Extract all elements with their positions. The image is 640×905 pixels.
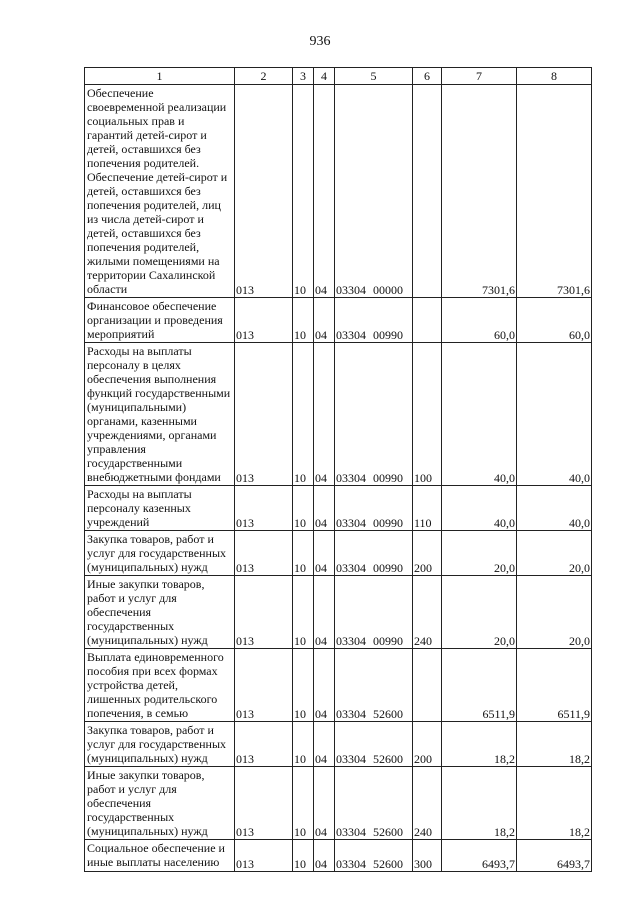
cell-amount-2: 20,0 (517, 576, 592, 649)
column-header: 7 (442, 68, 517, 85)
cell-ministry-code: 013 (235, 343, 293, 486)
cell-subsection: 04 (314, 85, 335, 298)
cell-amount-1: 18,2 (442, 722, 517, 767)
cell-target-article: 03304 00990 (335, 531, 413, 576)
header-row (85, 68, 592, 85)
column-header: 5 (335, 68, 413, 85)
cell-target-article: 03304 00990 (335, 576, 413, 649)
page-number: 936 (309, 34, 331, 49)
cell-amount-2: 18,2 (517, 767, 592, 840)
column-header: 1 (85, 68, 235, 85)
cell-amount-1: 7301,6 (442, 85, 517, 298)
cell-section: 10 (293, 840, 314, 872)
cell-ministry-code: 013 (235, 85, 293, 298)
column-header: 2 (235, 68, 293, 85)
cell-expense-type: 200 (413, 722, 442, 767)
row-name: Закупка товаров, работ и услуг для государственных (муниципальных) нужд (85, 531, 235, 576)
cell-section: 10 (293, 85, 314, 298)
cell-target-article: 03304 52600 (335, 722, 413, 767)
cell-subsection: 04 (314, 649, 335, 722)
row-name: Закупка товаров, работ и услуг для государственных (муниципальных) нужд (85, 722, 235, 767)
cell-amount-1: 40,0 (442, 486, 517, 531)
cell-expense-type: 300 (413, 840, 442, 872)
cell-amount-2: 6493,7 (517, 840, 592, 872)
cell-expense-type: 240 (413, 576, 442, 649)
cell-amount-2: 20,0 (517, 531, 592, 576)
column-header: 3 (293, 68, 314, 85)
cell-subsection: 04 (314, 531, 335, 576)
cell-subsection: 04 (314, 722, 335, 767)
cell-section: 10 (293, 298, 314, 343)
cell-ministry-code: 013 (235, 531, 293, 576)
table-row (85, 531, 592, 576)
cell-section: 10 (293, 576, 314, 649)
table-row (85, 486, 592, 531)
cell-amount-2: 40,0 (517, 343, 592, 486)
cell-amount-1: 60,0 (442, 298, 517, 343)
row-name: Иные закупки товаров, работ и услуг для обеспечения государственных (муниципальных) нужд (85, 767, 235, 840)
cell-amount-1: 40,0 (442, 343, 517, 486)
cell-expense-type (413, 649, 442, 722)
cell-amount-1: 20,0 (442, 531, 517, 576)
table-row (85, 767, 592, 840)
table-row (85, 840, 592, 872)
column-header: 4 (314, 68, 335, 85)
cell-ministry-code: 013 (235, 649, 293, 722)
table-row (85, 298, 592, 343)
cell-subsection: 04 (314, 298, 335, 343)
cell-subsection: 04 (314, 767, 335, 840)
cell-amount-2: 7301,6 (517, 85, 592, 298)
table-row (85, 649, 592, 722)
cell-ministry-code: 013 (235, 840, 293, 872)
cell-section: 10 (293, 486, 314, 531)
cell-ministry-code: 013 (235, 767, 293, 840)
cell-target-article: 03304 00990 (335, 343, 413, 486)
cell-target-article: 03304 52600 (335, 840, 413, 872)
cell-expense-type: 110 (413, 486, 442, 531)
row-name: Социальное обеспечение и иные выплаты населению (85, 840, 235, 872)
table-row (85, 722, 592, 767)
cell-amount-2: 40,0 (517, 486, 592, 531)
table-row (85, 85, 592, 298)
cell-amount-1: 6511,9 (442, 649, 517, 722)
row-name: Расходы на выплаты персоналу казенных учреждений (85, 486, 235, 531)
table-row (85, 576, 592, 649)
cell-expense-type: 100 (413, 343, 442, 486)
cell-amount-1: 20,0 (442, 576, 517, 649)
table-row (85, 343, 592, 486)
cell-section: 10 (293, 343, 314, 486)
cell-expense-type (413, 85, 442, 298)
column-header: 6 (413, 68, 442, 85)
cell-section: 10 (293, 649, 314, 722)
cell-subsection: 04 (314, 343, 335, 486)
cell-expense-type (413, 298, 442, 343)
cell-section: 10 (293, 767, 314, 840)
column-header: 8 (517, 68, 592, 85)
cell-section: 10 (293, 531, 314, 576)
cell-target-article: 03304 00000 (335, 85, 413, 298)
row-name: Финансовое обеспечение организации и проведения мероприятий (85, 298, 235, 343)
cell-amount-1: 6493,7 (442, 840, 517, 872)
cell-subsection: 04 (314, 576, 335, 649)
cell-ministry-code: 013 (235, 486, 293, 531)
cell-amount-2: 6511,9 (517, 649, 592, 722)
cell-ministry-code: 013 (235, 722, 293, 767)
cell-section: 10 (293, 722, 314, 767)
row-name: Выплата единовременного пособия при всех формах устройства детей, лишенных родительского попечения, в семью (85, 649, 235, 722)
cell-ministry-code: 013 (235, 576, 293, 649)
row-name: Расходы на выплаты персоналу в целях обеспечения выполнения функций государственными (муниципальными) органами, казенными учреждениями, органами управления государственными внебюджетными фондами (85, 343, 235, 486)
cell-expense-type: 200 (413, 531, 442, 576)
cell-subsection: 04 (314, 486, 335, 531)
row-name: Иные закупки товаров, работ и услуг для обеспечения государственных (муниципальных) нужд (85, 576, 235, 649)
cell-expense-type: 240 (413, 767, 442, 840)
cell-subsection: 04 (314, 840, 335, 872)
cell-target-article: 03304 00990 (335, 298, 413, 343)
cell-target-article: 03304 52600 (335, 649, 413, 722)
cell-ministry-code: 013 (235, 298, 293, 343)
cell-target-article: 03304 00990 (335, 486, 413, 531)
row-name: Обеспечение своевременной реализации социальных прав и гарантий детей-сирот и детей, оставшихся без попечения родителей. Обеспечение детей-сирот и детей, оставшихся без попечения родителей, лиц из числа детей-сирот и детей, оставшихся без попечения родителей, жилыми помещениями на территории Сахалинской области (85, 85, 235, 298)
cell-amount-1: 18,2 (442, 767, 517, 840)
cell-amount-2: 18,2 (517, 722, 592, 767)
cell-amount-2: 60,0 (517, 298, 592, 343)
cell-target-article: 03304 52600 (335, 767, 413, 840)
budget-table (84, 67, 592, 872)
